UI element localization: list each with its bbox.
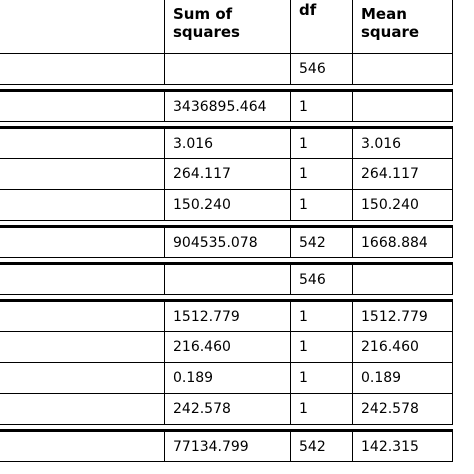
cell-ms: 150.240 [353,190,453,221]
cell-source [0,264,165,295]
table-row [0,54,453,85]
cell-ss: 3.016 [165,128,291,159]
cell-df: 1 [291,190,353,221]
cell-df: 1 [291,159,353,190]
cell-df: 542 [291,227,353,258]
cell-ss: 3436895.464 [165,91,291,122]
cell-source [0,363,165,394]
header-sum-of-squares-text: Sum of squares [173,5,240,41]
cell-ss: 242.578 [165,394,291,425]
header-row [0,0,453,54]
table-row [0,301,453,332]
header-df-text: df [299,1,317,19]
table-row [0,128,453,159]
cell-df: 546 [291,264,353,295]
cell-ss [165,54,291,85]
cell-ss: 1512.779 [165,301,291,332]
cell-ss: 0.189 [165,363,291,394]
header-mean-square [353,0,453,54]
cell-ms: 142.315 [353,431,453,462]
table-row [0,394,453,425]
header-source [0,0,165,54]
cell-ms [353,264,453,295]
table-row [0,190,453,221]
cell-df: 1 [291,91,353,122]
cell-source [0,431,165,462]
cell-ms [353,91,453,122]
cell-source [0,394,165,425]
cell-ms: 3.016 [353,128,453,159]
cell-df: 542 [291,431,353,462]
table-row [0,159,453,190]
cell-df: 546 [291,54,353,85]
cell-ss: 904535.078 [165,227,291,258]
table-row [0,363,453,394]
cell-df: 1 [291,128,353,159]
cell-df: 1 [291,394,353,425]
cell-df: 1 [291,363,353,394]
table-row [0,91,453,122]
header-mean-square-text: Mean square [361,5,420,41]
cell-ms: 1512.779 [353,301,453,332]
cell-source [0,54,165,85]
cell-ms: 0.189 [353,363,453,394]
cell-ss [165,264,291,295]
cell-ss: 77134.799 [165,431,291,462]
cell-source [0,159,165,190]
cell-ms: 216.460 [353,332,453,363]
cell-source [0,128,165,159]
cell-source [0,227,165,258]
cell-source [0,332,165,363]
cell-ss: 264.117 [165,159,291,190]
cell-df: 1 [291,332,353,363]
cell-ms: 242.578 [353,394,453,425]
cell-ms [353,54,453,85]
cell-ss: 150.240 [165,190,291,221]
table-row [0,431,453,462]
header-df [291,0,353,54]
cell-source [0,91,165,122]
cell-ss: 216.460 [165,332,291,363]
table-row [0,227,453,258]
table-row [0,332,453,363]
table-row [0,264,453,295]
cell-source [0,301,165,332]
header-sum-of-squares [165,0,291,54]
cell-ms: 1668.884 [353,227,453,258]
cell-source [0,190,165,221]
cell-ms: 264.117 [353,159,453,190]
cell-df: 1 [291,301,353,332]
